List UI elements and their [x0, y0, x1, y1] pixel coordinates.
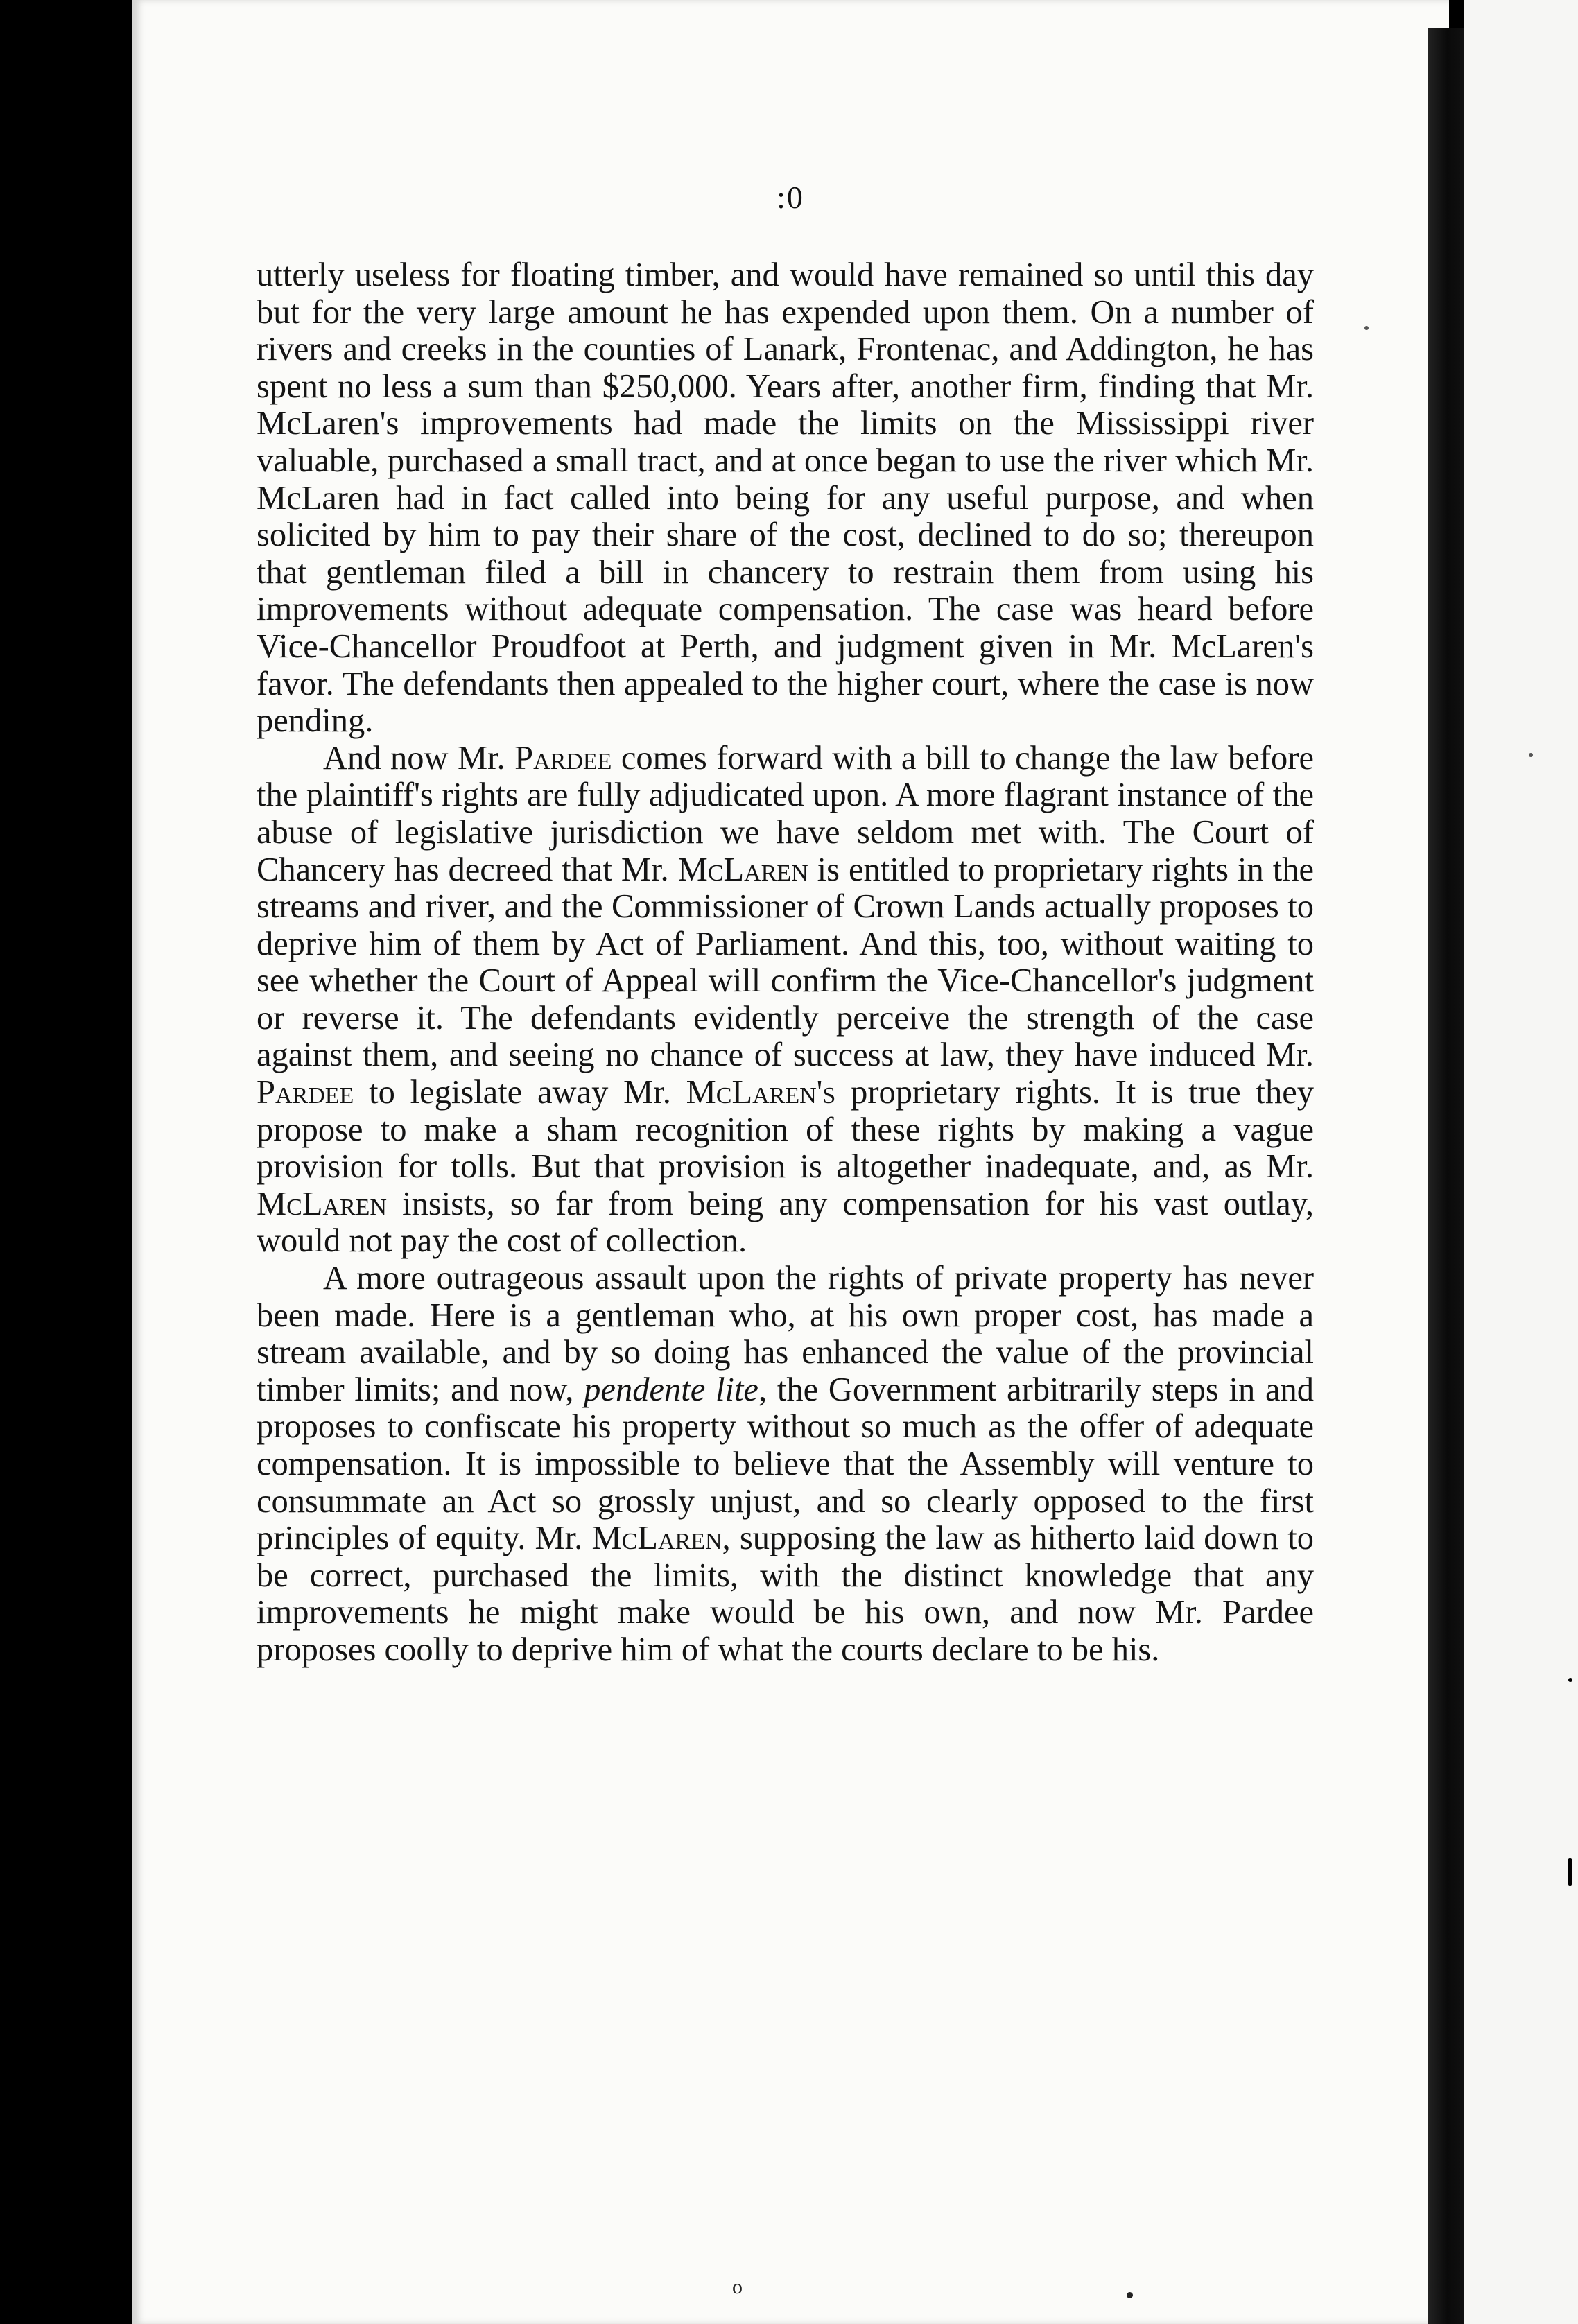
text-run: A more outrageous assault upon the rights of private property has never been made. Here is a gentleman who, at his own proper cost, has made a stream available, and by so doing has enhanced the value of the provincial timber limits; and now,: [257, 1260, 1314, 1408]
paragraph: [257, 740, 1314, 1260]
scan-speck: [1568, 1858, 1572, 1886]
scan-speck: [1529, 753, 1533, 757]
footer-dot: [1127, 2292, 1133, 2298]
footer-mark: o: [732, 2275, 743, 2298]
small-caps-name: McLaren: [257, 1185, 387, 1222]
small-caps-name: Pardee: [257, 1074, 354, 1111]
text-run: to legislate away Mr.: [354, 1074, 686, 1111]
text-run: is entitled to proprietary rights in the streams and river, and the Commissioner of Crown Lands actually proposes to deprive him of them by Act of Parliament. And this, too, without waiting to see whether the Court of Appeal will confirm the Vice-Chancellor's judgment or reverse it. The defendants evidently perceive the strength of the case against them, and seeing no chance of success at law, they have induced Mr.: [257, 851, 1314, 1074]
page-gutter-shadow: [1428, 28, 1466, 2324]
small-caps-name: McLaren: [591, 1520, 722, 1557]
scan-speck: [1364, 326, 1369, 330]
text-run: insists, so far from being any compensation for his vast outlay, would not pay the cost of collection.: [257, 1185, 1314, 1260]
body-text: [257, 257, 1314, 1669]
scan-speck: [1568, 1678, 1572, 1682]
small-caps-name: McLaren: [677, 851, 808, 888]
text-run: comes forward with a bill to change the law before the plaintiff's rights are fully adjudicated upon. A more flagrant instance of the abuse of legislative jurisdiction we have seldom met with. The Court of Chancery has decreed that Mr.: [257, 739, 1314, 888]
small-caps-name: Pardee: [514, 739, 612, 777]
small-caps-name: McLaren's: [686, 1074, 836, 1111]
page-number: :0: [777, 180, 804, 215]
scan-left-margin: [0, 0, 132, 2324]
text-run: And now Mr.: [323, 739, 515, 777]
text-run: , the Government arbitrarily steps in and proposes to confiscate his property without so much as the offer of adequate compensation. It is impossible to believe that the Assembly will venture to consummate an Act so grossly unjust, and so clearly opposed to the first principles of equity. Mr.: [257, 1371, 1315, 1557]
paragraph: [257, 1260, 1314, 1669]
italic-phrase: pendente lite: [584, 1371, 758, 1408]
text-run: utterly useless for floating timber, and would have remained so until this day but for the very large amount he has expended upon them. On a number of rivers and creeks in the counties of Lanark, Frontenac, and Addington, he has spent no less a sum than $250,000. Years after, another firm, finding that Mr. McLaren's improvements had made the limits on the Mississippi river valuable, purchased a small tract, and at once began to use the river which Mr. McLaren had in fact called into being for any useful purpose, and when solicited by him to pay their share of the cost, declined to do so; thereupon that gentleman filed a bill in chancery to restrain them from using his improvements without adequate compensation. The case was heard before Vice-Chancellor Proudfoot at Perth, and judgment given in Mr. McLaren's favor. The defendants then appealed to the higher court, where the case is now pending.: [257, 257, 1314, 740]
text-run: proprietary rights. It is true they propose to make a sham recognition of these rights by making a vague provision for tolls. But that provision is altogether inadequate, and, as Mr.: [257, 1074, 1314, 1186]
paragraph: [257, 257, 1314, 740]
facing-page-edge: [1464, 0, 1578, 2324]
text-run: , supposing the law as hitherto laid down to be correct, purchased the limits, with the distinct knowledge that any improvements he might make would be his own, and now Mr. Pardee proposes coolly to deprive him of what the courts declare to be his.: [257, 1520, 1314, 1668]
